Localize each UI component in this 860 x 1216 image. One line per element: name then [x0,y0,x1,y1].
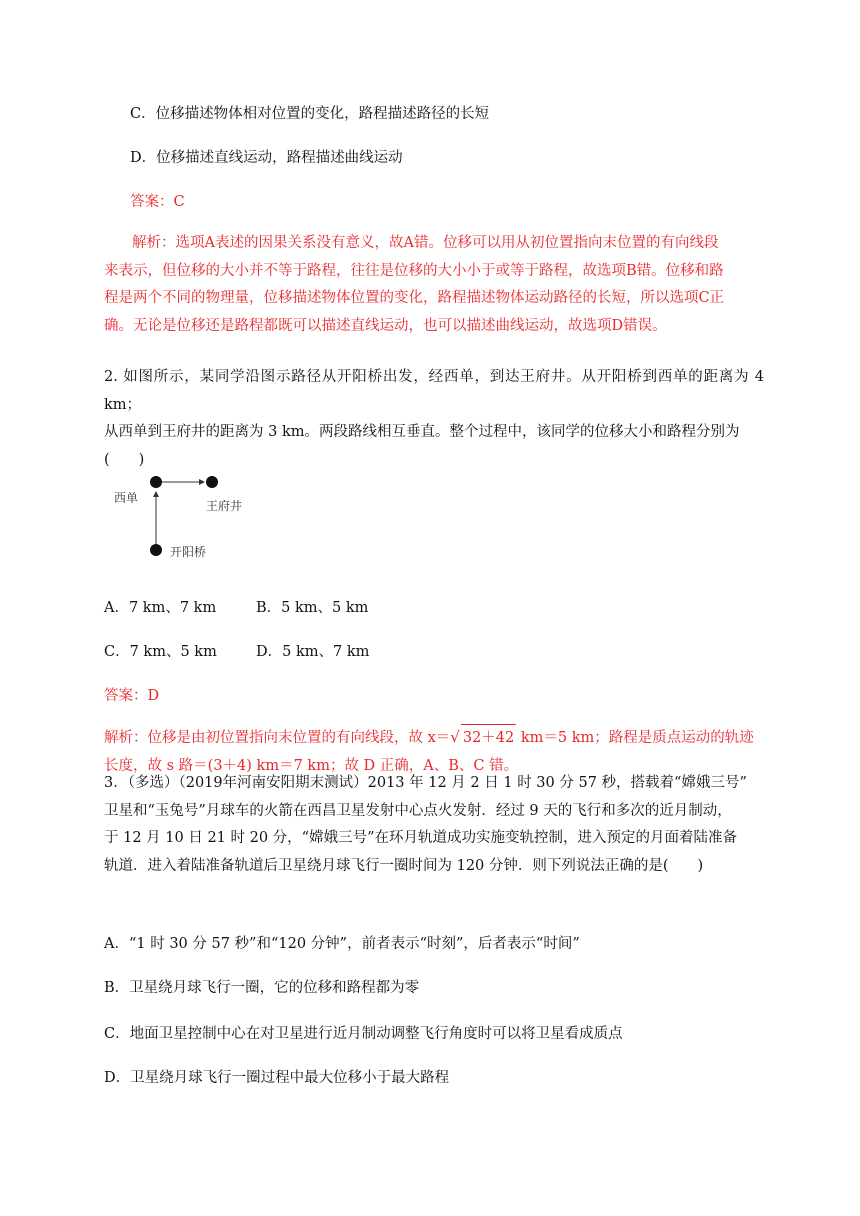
q2-analysis-part1: 解析：位移是由初位置指向末位置的有向线段，故 x＝ [104,730,451,746]
q2-option-a: A．7 km、7 km [104,600,217,616]
route-diagram [108,470,258,560]
q2-analysis-part2: km＝5 km；路程是质点运动的轨迹 [516,730,754,746]
sqrt-symbol: √ [450,728,460,746]
q1-analysis [104,230,754,340]
q3-option-a: A．“1 时 30 分 57 秒”和“120 分钟”，前者表示“时刻”，后者表示“时间” [104,936,580,952]
point-kaiyangqiao [150,544,162,556]
q1-analysis-line: 解析：选项A表述的因果关系没有意义，故A错。位移可以用从初位置指向末位置的有向线段 [132,235,719,251]
q2-stem-line: ( ) [104,451,145,468]
point-wangfujing [206,476,218,488]
q2-analysis-line-1 [104,724,764,753]
q1-option-d: D．位移描述直线运动，路程描述曲线运动 [130,150,403,166]
q2-option-b: B．5 km、5 km [256,600,369,616]
q3-option-c: C．地面卫星控制中心在对卫星进行近月制动调整飞行角度时可以将卫星看成质点 [104,1026,623,1042]
q1-option-c: C．位移描述物体相对位置的变化，路程描述路径的长短 [130,106,490,122]
q3-stem-line: 3．（多选）（2019年河南安阳期末测试）2013 年 12 月 2 日 1 时 30 分 57 秒，搭载着“嫦娥三号” [104,775,747,791]
q3-stem [104,770,764,880]
q1-analysis-line: 确。无论是位移还是路程都既可以描述直线运动，也可以描述曲线运动，故选项D错误。 [104,317,667,334]
q1-analysis-line: 来表示，但位移的大小并不等于路程，往往是位移的大小小于或等于路程，故选项B错。位移和路 [104,262,724,279]
q2-stem-line: 从西单到王府井的距离为 3 km。两段路线相互垂直。整个过程中，该同学的位移大小和路程分别为 [104,424,740,441]
q2-stem-line: 2. 如图所示，某同学沿图示路径从开阳桥出发，经西单，到达王府井。从开阳桥到西单的距离为 4 km； [104,369,764,413]
label-kaiyangqiao: 开阳桥 [170,545,207,559]
q2-analysis-line-2: 长度，故 s 路＝(3＋4) km＝7 km；故 D 正确，A、B、C 错。 [104,757,519,774]
q3-option-b: B．卫星绕月球飞行一圈，它的位移和路程都为零 [104,980,420,996]
q3-option-d: D．卫星绕月球飞行一圈过程中最大位移小于最大路程 [104,1070,450,1086]
point-xidan [150,476,162,488]
q3-stem-line: 于 12 月 10 日 21 时 20 分，“嫦娥三号”在环月轨道成功实施变轨控制，进入预定的月面着陆准备 [104,830,737,847]
label-wangfujing: 王府井 [206,499,243,513]
label-xidan: 西单 [114,491,139,505]
q1-answer: 答案：C [130,194,185,210]
q2-option-c: C．7 km、5 km [104,644,217,660]
sqrt-radicand: 32＋42 [461,724,516,753]
q2-stem [104,364,764,474]
q3-stem-line: 卫星和“玉兔号”月球车的火箭在西昌卫星发射中心点火发射．经过 9 天的飞行和多次的近月制动， [104,802,732,819]
q2-option-d: D．5 km、7 km [256,644,370,660]
q1-analysis-line: 程是两个不同的物理量，位移描述物体位置的变化，路程描述物体运动路径的长短，所以选项C正 [104,290,725,307]
q2-answer: 答案：D [104,688,160,704]
q3-stem-line: 轨道．进入着陆准备轨道后卫星绕月球飞行一圈时间为 120 分钟．则下列说法正确的是( ) [104,857,704,874]
